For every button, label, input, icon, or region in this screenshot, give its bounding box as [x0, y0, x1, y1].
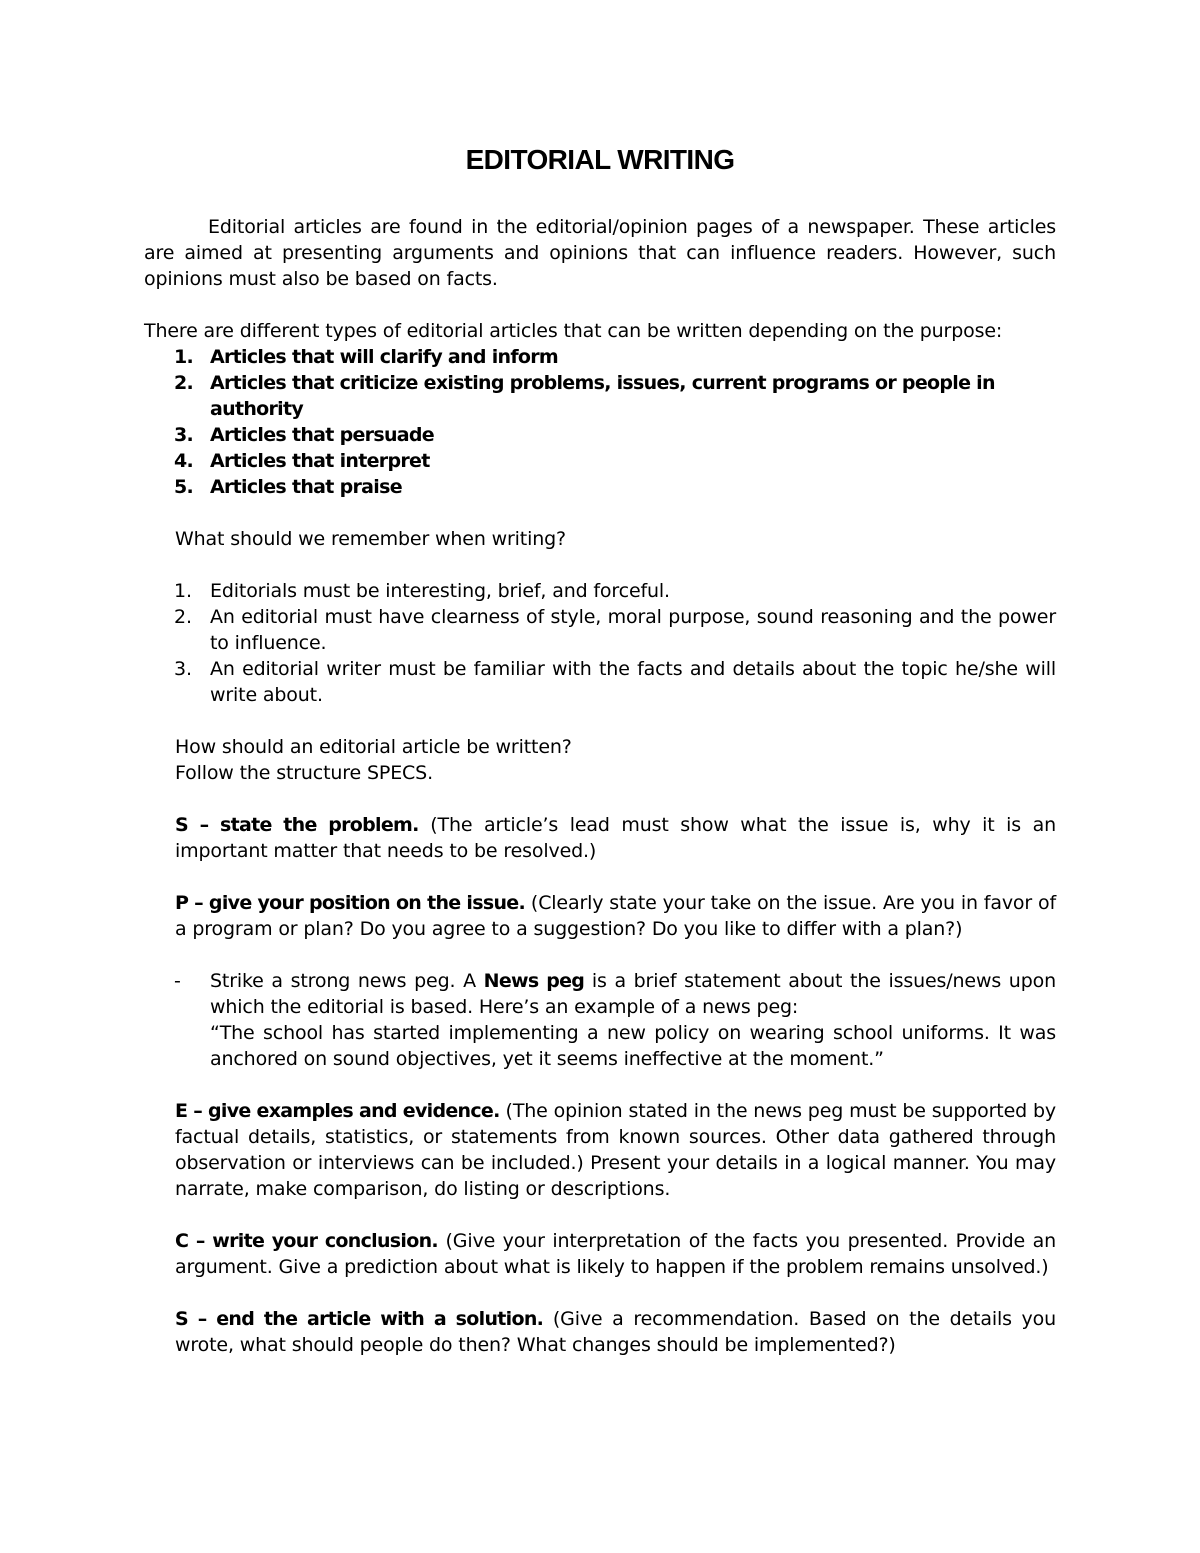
news-peg-term: News peg: [483, 970, 585, 992]
news-peg-pre: Strike a strong news peg. A: [210, 970, 484, 992]
news-peg-example: “The school has started implementing a new policy on wearing school uniforms. It was anchored on sound objectives, yet it seems ineffective at the moment.”: [210, 1022, 1056, 1070]
news-peg-post: is a brief statement about the issues/news upon which the editorial is based. Here’s an example of a news peg:: [210, 970, 1056, 1018]
list-number: 3.: [174, 424, 194, 446]
specs-heading: E – give examples and evidence.: [175, 1100, 500, 1122]
list-item: [144, 604, 1056, 656]
list-number: 3.: [174, 658, 192, 680]
structure-line: Follow the structure SPECS.: [175, 762, 433, 784]
specs-heading: C – write your conclusion.: [175, 1230, 438, 1252]
remember-question: What should we remember when writing?: [175, 528, 566, 550]
list-number: 2.: [174, 606, 192, 628]
specs-heading: S – state the problem.: [175, 814, 419, 836]
list-item-text: Articles that praise: [210, 476, 402, 498]
list-item: [144, 656, 1056, 708]
specs-s-state-problem: [144, 812, 1056, 864]
list-item-text: Articles that criticize existing problems, issues, current programs or people in authority: [210, 372, 995, 420]
specs-p-position: [144, 890, 1056, 942]
specs-e-examples: [144, 1098, 1056, 1202]
list-number: 2.: [174, 372, 194, 394]
dash-bullet: -: [174, 970, 181, 992]
how-question: How should an editorial article be written?: [175, 736, 572, 758]
specs-heading: P – give your position on the issue.: [175, 892, 525, 914]
specs-body: (Give a recommendation. Based on the details you wrote, what should people do then? What changes should be implemented?): [175, 1308, 1056, 1356]
list-item-text: Articles that will clarify and inform: [210, 346, 559, 368]
list-item-text: Articles that interpret: [210, 450, 430, 472]
list-number: 1.: [174, 580, 192, 602]
intro-paragraph: Editorial articles are found in the editorial/opinion pages of a newspaper. These articles are aimed at presenting arguments and opinions that can influence readers. However, such opinions must also be based on facts.: [144, 216, 1056, 290]
specs-s-solution: [144, 1306, 1056, 1358]
specs-c-conclusion: [144, 1228, 1056, 1280]
list-item: [144, 422, 1056, 448]
specs-body: (The article’s lead must show what the issue is, why it is an important matter that needs to be resolved.): [175, 814, 1056, 862]
list-number: 4.: [174, 450, 194, 472]
list-item: [144, 578, 1056, 604]
list-item: [144, 448, 1056, 474]
news-peg-item: [144, 968, 1056, 1072]
list-item-text: Articles that persuade: [210, 424, 434, 446]
list-item-text: Editorials must be interesting, brief, and forceful.: [210, 580, 670, 602]
remember-list: [144, 578, 1056, 708]
list-item-text: An editorial writer must be familiar with the facts and details about the topic he/she will write about.: [210, 658, 1056, 706]
list-item: [144, 474, 1056, 500]
specs-body: (Give your interpretation of the facts you presented. Provide an argument. Give a prediction about what is likely to happen if the problem remains unsolved.): [175, 1230, 1056, 1278]
list-number: 1.: [174, 346, 194, 368]
specs-heading: S – end the article with a solution.: [175, 1308, 544, 1330]
list-item-text: An editorial must have clearness of style, moral purpose, sound reasoning and the power to influence.: [210, 606, 1056, 654]
list-item: [144, 370, 1056, 422]
types-lead: There are different types of editorial articles that can be written depending on the purpose:: [144, 320, 1003, 342]
list-item: [144, 344, 1056, 370]
page-title: EDITORIAL WRITING: [465, 144, 735, 175]
editorial-types-list: [144, 344, 1056, 500]
specs-body: (The opinion stated in the news peg must be supported by factual details, statistics, or statements from known sources. Other data gathered through observation or interviews can be included.) Present your details in a logical manner. You may narrate, make comparison, do listing or descriptions.: [175, 1100, 1056, 1200]
list-number: 5.: [174, 476, 194, 498]
specs-body: (Clearly state your take on the issue. Are you in favor of a program or plan? Do you agree to a suggestion? Do you like to differ with a plan?): [175, 892, 1056, 940]
